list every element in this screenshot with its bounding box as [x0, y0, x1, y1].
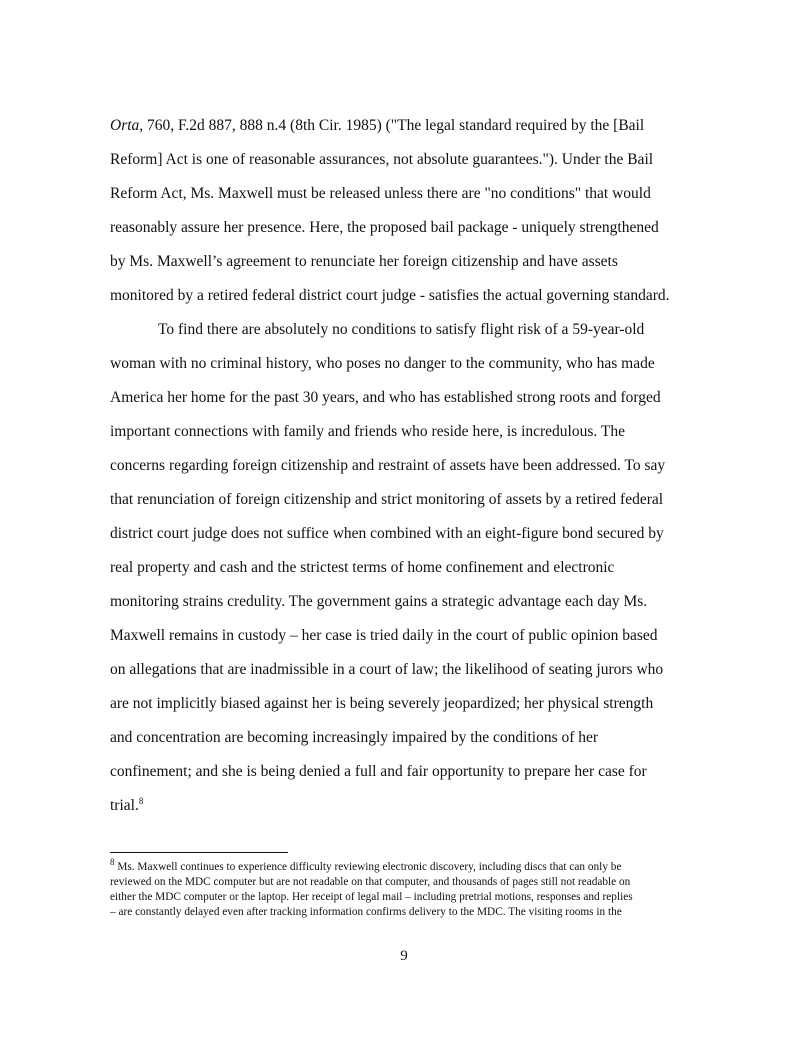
body-line: important connections with family and friends who reside here, is incredulous. The — [110, 423, 625, 440]
body-line: confinement; and she is being denied a full and fair opportunity to prepare her case for — [110, 763, 647, 780]
case-name-italic: Orta — [110, 117, 140, 134]
body-line: that renunciation of foreign citizenship and strict monitoring of assets by a retired federal — [110, 491, 664, 508]
body-line: district court judge does not suffice when combined with an eight-figure bond secured by — [110, 525, 664, 542]
footnote-line: either the MDC computer or the laptop. Her receipt of legal mail – including pretrial motions, responses and replies — [110, 891, 633, 903]
footnote-line: – are constantly delayed even after tracking information confirms delivery to the MDC. The visiting rooms in the — [110, 906, 622, 918]
body-line: America her home for the past 30 years, and who has established strong roots and forged — [110, 389, 661, 406]
body-line: Maxwell remains in custody – her case is tried daily in the court of public opinion based — [110, 627, 658, 644]
body-line: Reform] Act is one of reasonable assurances, not absolute guarantees."). Under the Bail — [110, 151, 654, 168]
footnote-line: reviewed on the MDC computer but are not readable on that computer, and thousands of pages still not readable on — [110, 876, 631, 888]
footnote-marker: 8 — [110, 857, 115, 868]
body-line: woman with no criminal history, who poses no danger to the community, who has made — [110, 355, 655, 372]
body-line: monitored by a retired federal district court judge - satisfies the actual governing standard. — [110, 287, 670, 304]
footnote-separator — [110, 852, 288, 853]
page-number: 9 — [400, 948, 408, 964]
footnote-line-1 — [110, 857, 622, 874]
citation-text: , 760, F.2d 887, 888 n.4 (8th Cir. 1985) ("The legal standard required by the [Bail — [139, 117, 645, 134]
paragraph-start-line: To find there are absolutely no conditions to satisfy flight risk of a 59-year-old — [158, 321, 645, 338]
body-line: and concentration are becoming increasingly impaired by the conditions of her — [110, 729, 599, 746]
body-line: by Ms. Maxwell’s agreement to renunciate her foreign citizenship and have assets — [110, 253, 618, 270]
body-line-1 — [110, 116, 644, 136]
body-line: reasonably assure her presence. Here, the proposed bail package - uniquely strengthened — [110, 219, 659, 236]
body-line: monitoring strains credulity. The government gains a strategic advantage each day Ms. — [110, 593, 648, 610]
body-line: Reform Act, Ms. Maxwell must be released unless there are "no conditions" that would — [110, 185, 651, 202]
trial-text: trial. — [110, 797, 139, 814]
body-line: real property and cash and the strictest terms of home confinement and electronic — [110, 559, 615, 576]
footnote-text: Ms. Maxwell continues to experience difficulty reviewing electronic discovery, including discs that can only be — [114, 861, 622, 873]
body-line: on allegations that are inadmissible in a court of law; the likelihood of seating jurors who — [110, 661, 664, 678]
footnote-reference[interactable]: 8 — [138, 795, 144, 806]
body-line: are not implicitly biased against her is being severely jeopardized; her physical strength — [110, 695, 654, 712]
body-line-last — [110, 796, 143, 816]
body-line: concerns regarding foreign citizenship and restraint of assets have been addressed. To say — [110, 457, 666, 474]
